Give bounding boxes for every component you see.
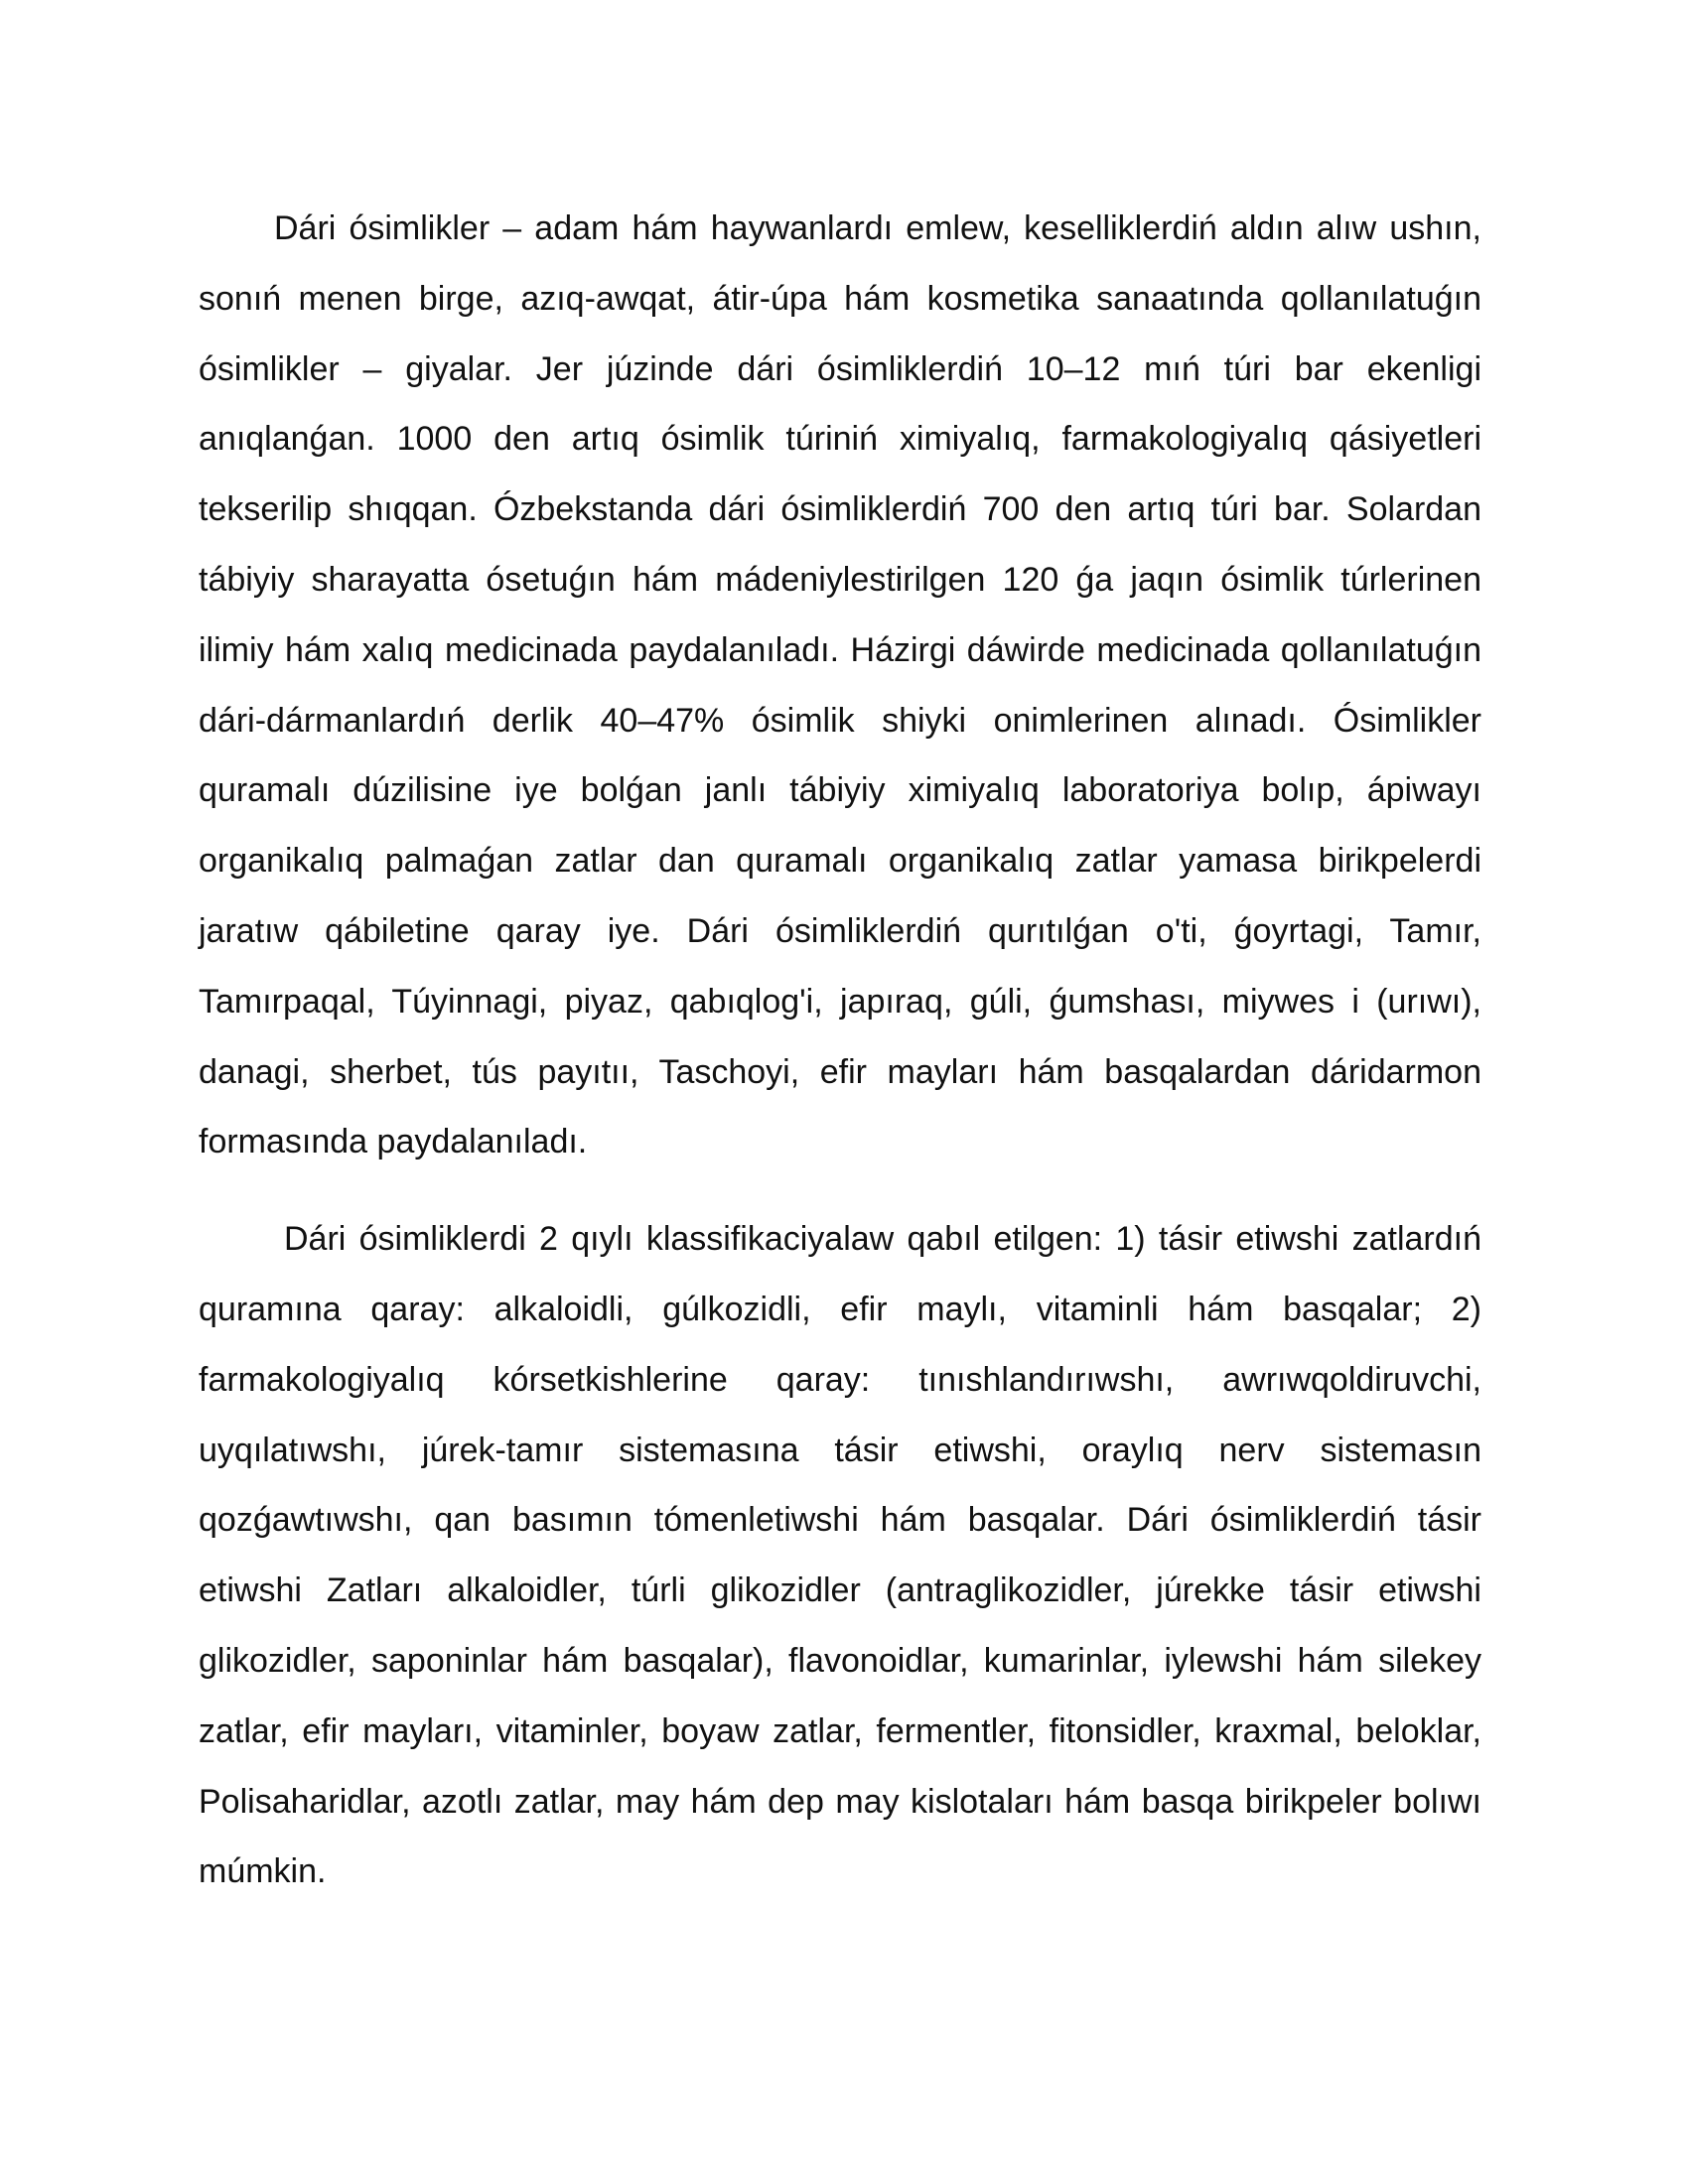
document-page xyxy=(199,194,1481,1907)
paragraph-medicinal-plants-intro: Dári ósimlikler – adam hám haywanlardı emlew, keselliklerdiń aldın alıw ushın, sonıń menen birge, azıq-awqat, átir-úpa hám kosmetika sanaatında qollanılatuǵın ósimlikler – giyalar. Jer júzinde dári ósimliklerdiń 10–12 mıń túri bar ekenligi anıqlanǵan. 1000 den artıq ósimlik túriniń ximiyalıq, farmakologiyalıq qásiyetleri tekserilip shıqqan. Ózbekstanda dári ósimliklerdiń 700 den artıq túri bar. Solardan tábiyiy sharayatta ósetuǵın hám mádeniylestirilgen 120 ǵa jaqın ósimlik túrlerinen ilimiy hám xalıq medicinada paydalanıladı. Házirgi dáwirde medicinada qollanılatuǵın dári-dármanlardıń derlik 40–47% ósimlik shiyki onimlerinen alınadı. Ósimlikler quramalı dúzilisine iye bolǵan janlı tábiyiy ximiyalıq laboratoriya bolıp, ápiwayı organikalıq palmaǵan zatlar dan quramalı organikalıq zatlar yamasa birikpelerdi jaratıw qábiletine qaray iye. Dári ósimliklerdiń qurıtılǵan o'ti, ǵoyrtagi, Tamır, Tamırpaqal, Túyinnagi, piyaz, qabıqlog'i, japıraq, gúli, ǵumshası, miywes i (urıwı), danagi, sherbet, tús payıtıı, Taschoyi, efir mayları hám basqalardan dáridarmon formasında paydalanıladı. xyxy=(199,209,1481,1161)
paragraph-classification: Dári ósimliklerdi 2 qıylı klassifikaciyalaw qabıl etilgen: 1) tásir etiwshi zatlardıń quramına qaray: alkaloidli, gúlkozidli, efir maylı, vitaminli hám basqalar; 2) farmakologiyalıq kórsetkishlerine qaray: tınıshlandırıwshı, awrıwqoldiruvchi, uyqılatıwshı, júrek-tamır sistemasına tásir etiwshi, oraylıq nerv sistemasın qozǵawtıwshı, qan basımın tómenletiwshi hám basqalar. Dári ósimliklerdiń tásir etiwshi Zatları alkaloidler, túrli glikozidler (antraglikozidler, júrekke tásir etiwshi glikozidler, saponinlar hám basqalar), flavonoidlar, kumarinlar, iylewshi hám silekey zatlar, efir mayları, vitaminler, boyaw zatlar, fermentler, fitonsidler, kraxmal, beloklar, Polisaharidlar, azotlı zatlar, may hám dep may kislotaları hám basqa birikpeler bolıwı múmkin. xyxy=(199,1220,1481,1891)
